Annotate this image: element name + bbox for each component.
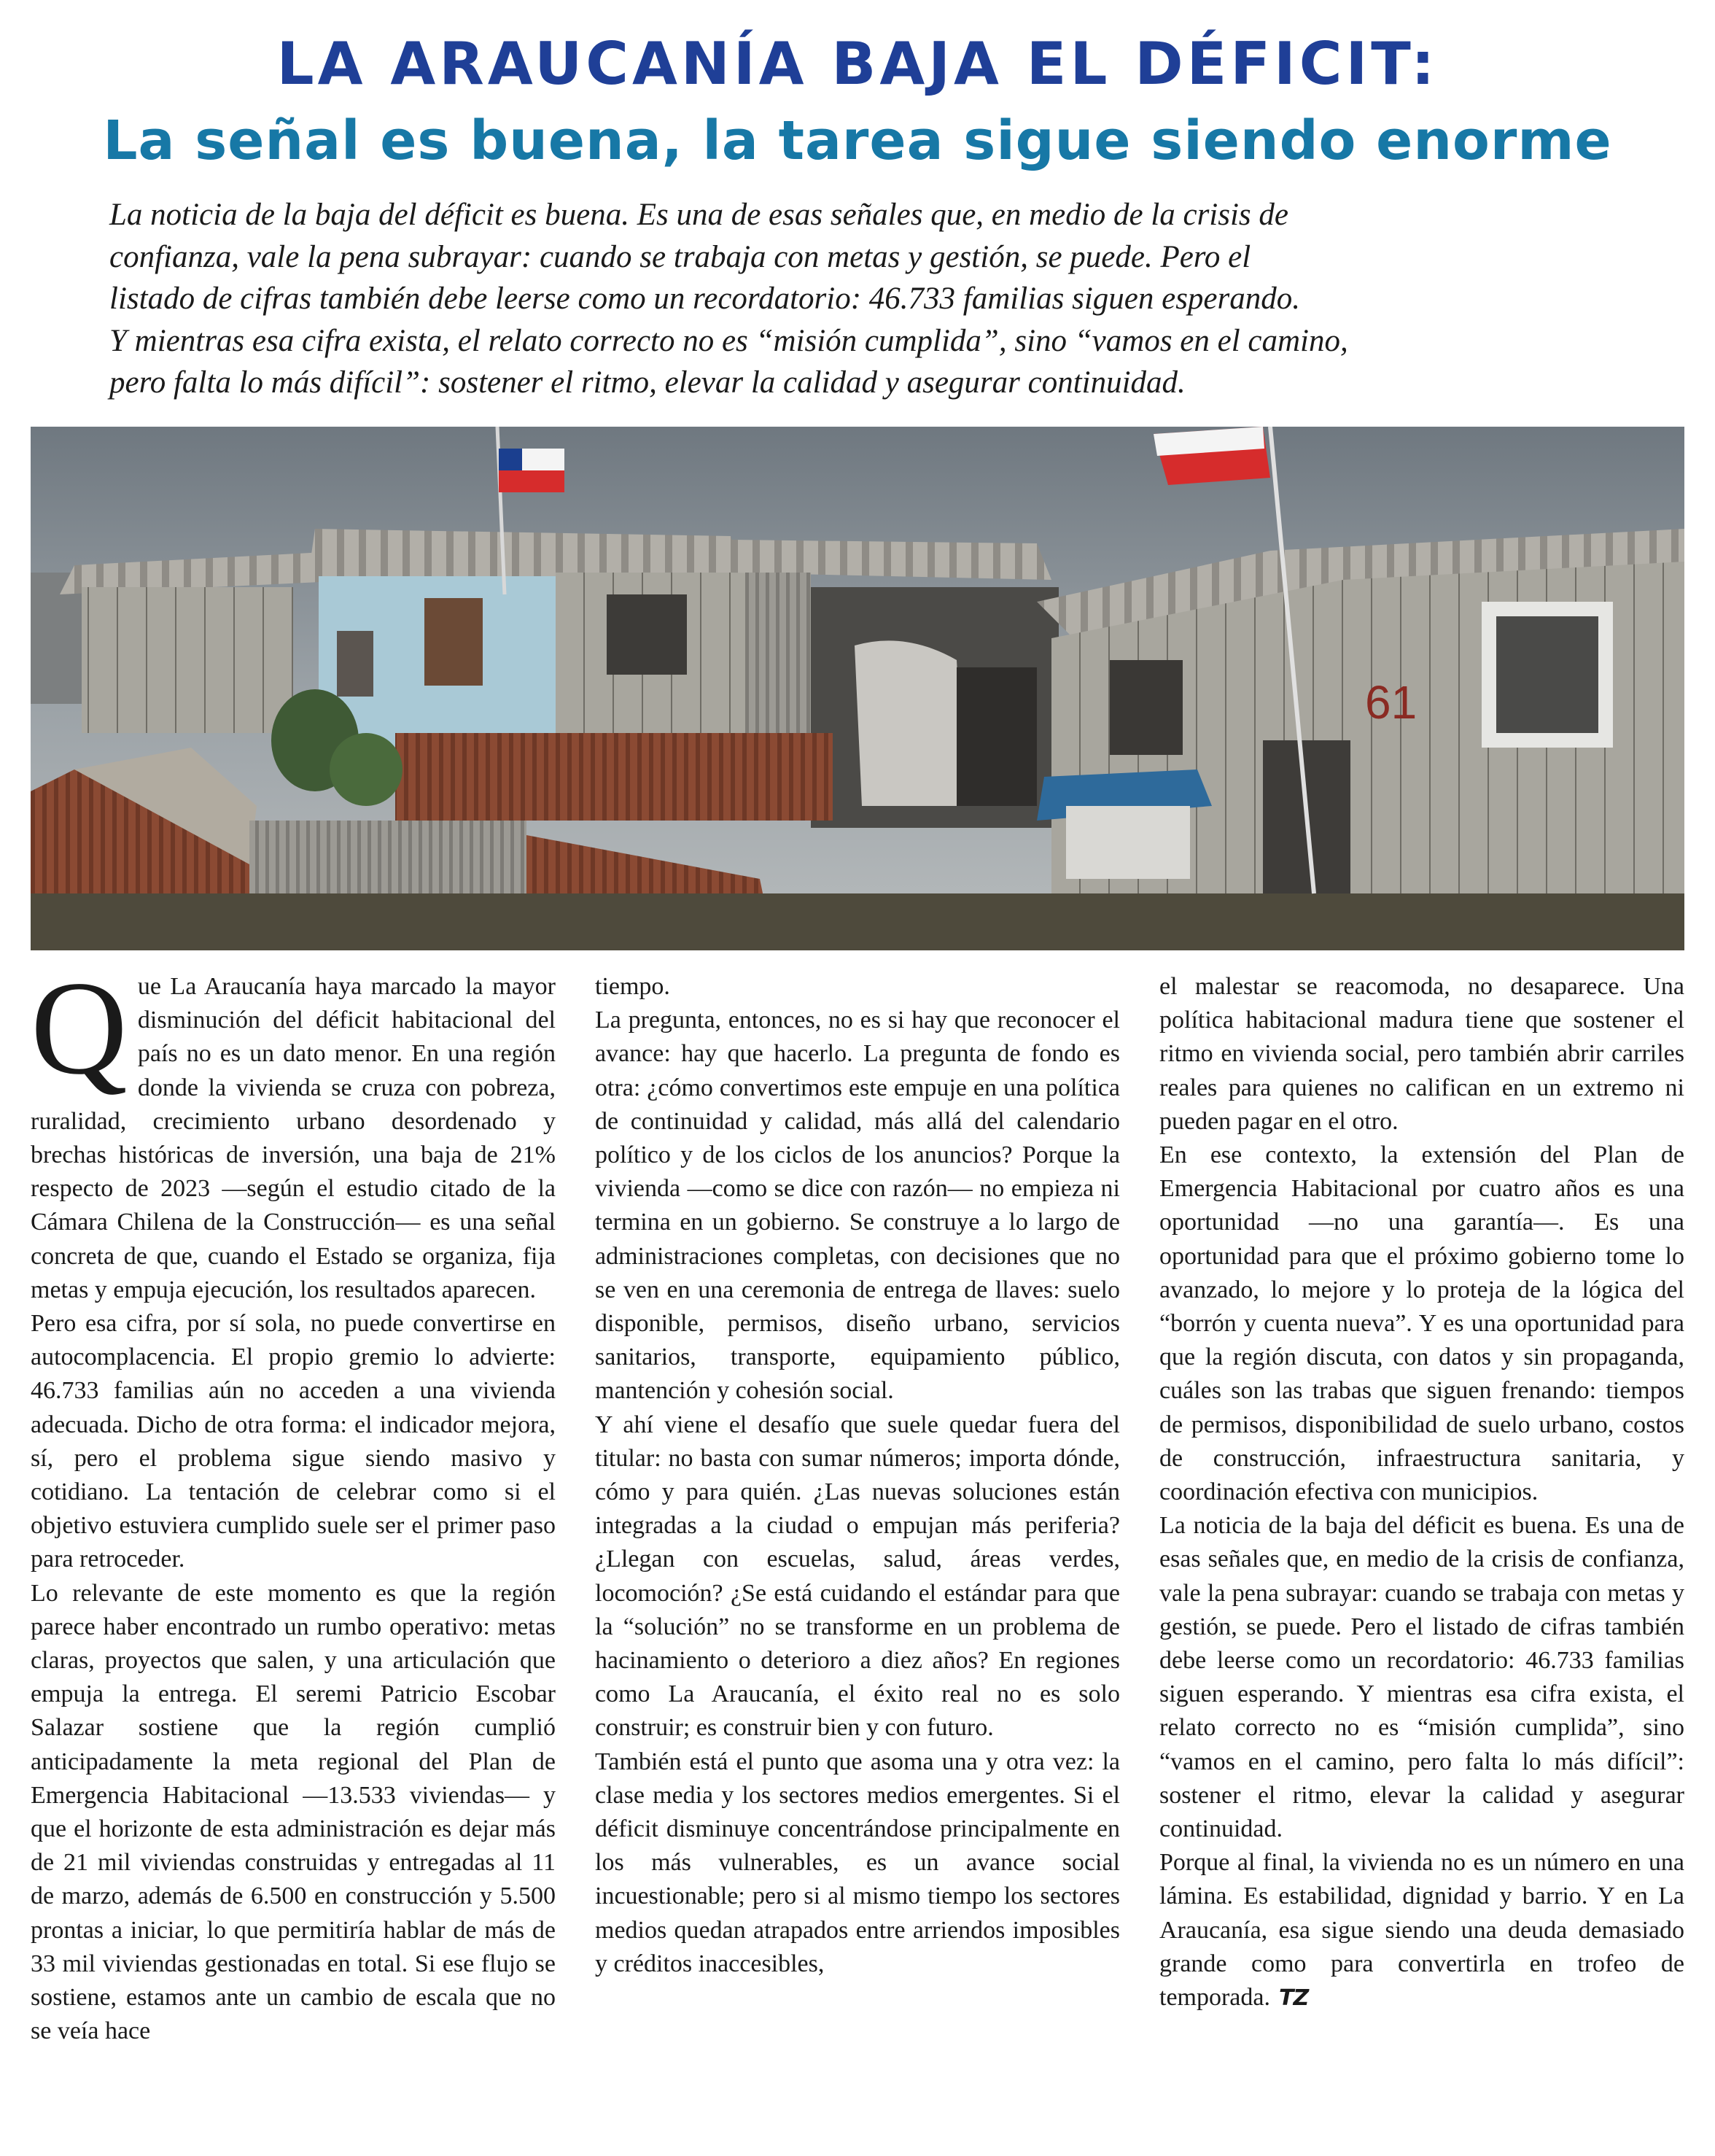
- lede-line: La noticia de la baja del déficit es buena. Es una de esas señales que, en medio de la crisis de: [109, 198, 1288, 232]
- paragraph: tiempo.: [595, 973, 670, 1000]
- paragraph-text: ue La Araucanía haya marcado la mayor disminución del déficit habitacional del país no es un dato menor. En una región donde la vivienda se cruza con pobreza, ruralidad, crecimiento urbano desordenado y brechas históricas de inversión, una baja de 21% respecto de 2023 —según el estudio citado de la Cámara Chilena de la Construcción— es una señal concreta de que, cuando el Estado se organiza, fija metas y empuja ejecución, los resultados aparecen.: [31, 973, 556, 1303]
- photo-illustration: [31, 427, 1684, 950]
- end-mark-logo: TZ: [1279, 1985, 1309, 2012]
- paragraph: También está el punto que asoma una y otra vez: la clase media y los sectores medios emergentes. Si el déficit disminuye concentrándose principalmente en los más vulnerables, es un avance social incuestionable; pero si al mismo tiempo los sectores medios quedan atrapados entre arriendos imposibles y créditos inaccesibles,: [595, 1748, 1120, 1977]
- tarp: [855, 640, 964, 806]
- headline: LA ARAUCANÍA BAJA EL DÉFICIT:: [276, 30, 1439, 98]
- paragraph: En ese contexto, la extensión del Plan de Emergencia Habitacional por cuatro años es una oportunidad —no una garantía—. Es una oportunidad para que el próximo gobierno tome lo avanzado, lo mejore y lo proteja de la lógica del “borrón y cuenta nueva”. Y es una oportunidad para que la región discuta, con datos y sin propaganda, cuáles son las trabas que siguen frenando: tiempos de permisos, disponibilidad de suelo urbano, costos de construcción, infraestructura sanitaria, y coordinación efectiva con municipios.: [1159, 1141, 1684, 1506]
- paragraph: Lo relevante de este momento es que la región parece haber encontrado un rumbo operativo: metas claras, proyectos que salen, y una articulación que empuja la entrega. El seremi Patricio Escobar Salazar sostiene que la región cumplió anticipadamente la meta regional del Plan de Emergencia Habitacional —13.533 viviendas— y que el horizonte de esta administración es dejar más de 21 mil viviendas construidas y entregadas al 11 de marzo, además de 6.500 en construcción y 5.500 prontas a iniciar, lo que permitiría hablar de más de 33 mil viviendas gestionadas en total. Si ese flujo se sostiene, estamos ante un cambio de escala que no se veía hace: [31, 1579, 556, 2045]
- chilean-flag-right: [1154, 427, 1270, 485]
- house-number: 61: [1365, 676, 1418, 729]
- column-3: [1159, 970, 1684, 2015]
- dropcap: Q: [31, 953, 128, 1102]
- subheadline: La señal es buena, la tarea sigue siendo enorme: [103, 109, 1612, 172]
- paragraph: el malestar se reacomoda, no desaparece. Una política habitacional madura tiene que sostener el ritmo en vivienda social, pero también abrir carriles reales para quienes no califican en un extremo ni pueden pagar en el otro.: [1159, 973, 1684, 1135]
- photo-informal-settlement: [31, 427, 1684, 950]
- paragraph: [31, 953, 556, 1307]
- column-1: [31, 953, 556, 2049]
- column-2: [595, 970, 1120, 1981]
- paragraph: Pero esa cifra, por sí sola, no puede convertirse en autocomplacencia. El propio gremio lo advierte: 46.733 familias aún no acceden a una vivienda adecuada. Dicho de otra forma: el indicador mejora, sí, pero el problema sigue siendo masivo y cotidiano. La tentación de celebrar como si el objetivo estuviera cumplido suele ser el primer paso para retroceder.: [31, 1310, 556, 1573]
- paragraph: [1159, 1846, 1684, 2015]
- lede-line: Y mientras esa cifra exista, el relato correcto no es “misión cumplida”, sino “vamos en el camino,: [109, 323, 1348, 358]
- lede: [109, 194, 1582, 404]
- paragraph: La noticia de la baja del déficit es buena. Es una de esas señales que, en medio de la crisis de confianza, vale la pena subrayar: cuando se trabaja con metas y gestión, se puede. Pero el listado de cifras también debe leerse como un recordatorio: 46.733 familias siguen esperando. Y mientras esa cifra exista, el relato correcto no es “misión cumplida”, sino “vamos en el camino, pero falta lo más difícil”: sostener el ritmo, elevar la calidad y asegurar continuidad.: [1159, 1512, 1684, 1843]
- paragraph-text: Porque al final, la vivienda no es un número en una lámina. Es estabilidad, dignidad y barrio. Y en La Araucanía, esa sigue siendo una deuda demasiado grande como para convertirla en trofeo de temporada.: [1159, 1849, 1684, 2012]
- chilean-flag-left: [499, 449, 564, 492]
- ground: [31, 893, 1684, 950]
- article-body: [31, 953, 1684, 2137]
- rusty-fence: [395, 733, 833, 821]
- paragraph: La pregunta, entonces, no es si hay que reconocer el avance: hay que hacerlo. La pregunta de fondo es otra: ¿cómo convertimos este empuje en una política de continuidad y calidad, más allá del calendario político y de los ciclos de los anuncios? Porque la vivienda —como se dice con razón— no empieza ni termina en un gobierno. Se construye a lo largo de administraciones completas, con decisiones que no se ven en una ceremonia de entrega de llaves: suelo disponible, permisos, diseño urbano, servicios sanitarios, transporte, equipamiento público, mantención y cohesión social.: [595, 1007, 1120, 1405]
- paragraph: Y ahí viene el desafío que suele quedar fuera del titular: no basta con sumar números; importa dónde, cómo y para quién. ¿Las nuevas soluciones están integradas a la ciudad o empujan más periferia? ¿Llegan con escuelas, salud, áreas verdes, locomoción? ¿Se está cuidando el estándar para que la “solución” no se transforme en un problema de hacinamiento o deterioro a diez años? En regiones como La Araucanía, el éxito real no es solo construir; es construir bien y con futuro.: [595, 1411, 1120, 1742]
- lede-line: listado de cifras también debe leerse como un recordatorio: 46.733 familias siguen esperando.: [109, 282, 1300, 316]
- lede-line: pero falta lo más difícil”: sostener el ritmo, elevar la calidad y asegurar continuidad.: [109, 365, 1186, 400]
- lede-line: confianza, vale la pena subrayar: cuando se trabaja con metas y gestión, se puede. Pero el: [109, 239, 1251, 274]
